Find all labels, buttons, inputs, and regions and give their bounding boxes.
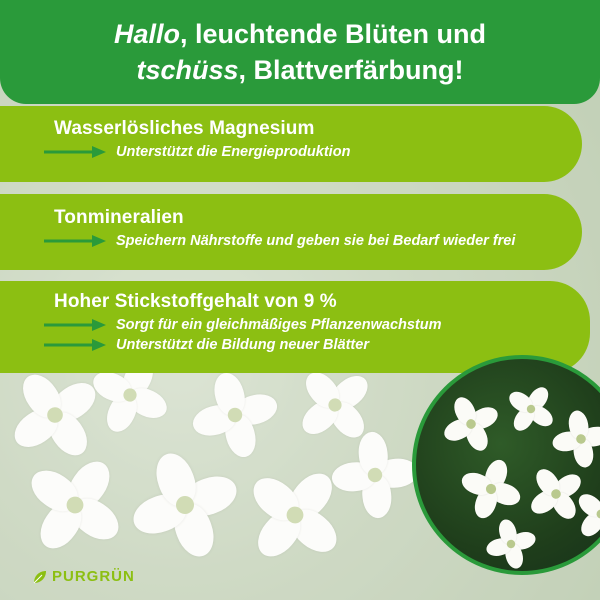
arrow-right-icon	[44, 234, 106, 248]
feature-point	[54, 144, 582, 160]
feature-point-text: Sorgt für ein gleichmäßiges Pflanzenwachstum	[116, 317, 442, 333]
feature-title: Wasserlösliches Magnesium	[54, 118, 315, 139]
flower-inset	[503, 381, 560, 438]
feature-point-text: Speichern Nährstoffe und geben sie bei Bedarf wieder frei	[116, 233, 516, 249]
flower-inset	[451, 449, 530, 528]
arrow-right-icon	[44, 318, 106, 332]
feature-title: Hoher Stickstoffgehalt von 9 %	[54, 291, 337, 312]
headline-line-2: tschüss, Blattverfärbung!	[136, 55, 464, 85]
feature-point	[54, 337, 590, 353]
feature-magnesium	[0, 106, 582, 182]
feature-point-text: Unterstützt die Energieproduktion	[116, 144, 351, 160]
brand-logo	[32, 568, 135, 585]
headline-line-1: Hallo, leuchtende Blüten und	[113, 19, 487, 49]
brand-name: PURGRÜN	[52, 568, 135, 585]
flower-inset	[573, 486, 600, 543]
arrow-right-icon	[44, 145, 106, 159]
feature-title: Tonmineralien	[54, 207, 184, 228]
flower-inset	[435, 388, 507, 460]
arrow-right-icon	[44, 338, 106, 352]
feature-tonmineralien	[0, 194, 582, 270]
feature-point	[54, 233, 582, 249]
header-banner	[0, 0, 600, 104]
feature-point-text: Unterstützt die Bildung neuer Blätter	[116, 337, 369, 353]
feature-point	[54, 317, 590, 333]
leaf-icon	[32, 569, 48, 585]
